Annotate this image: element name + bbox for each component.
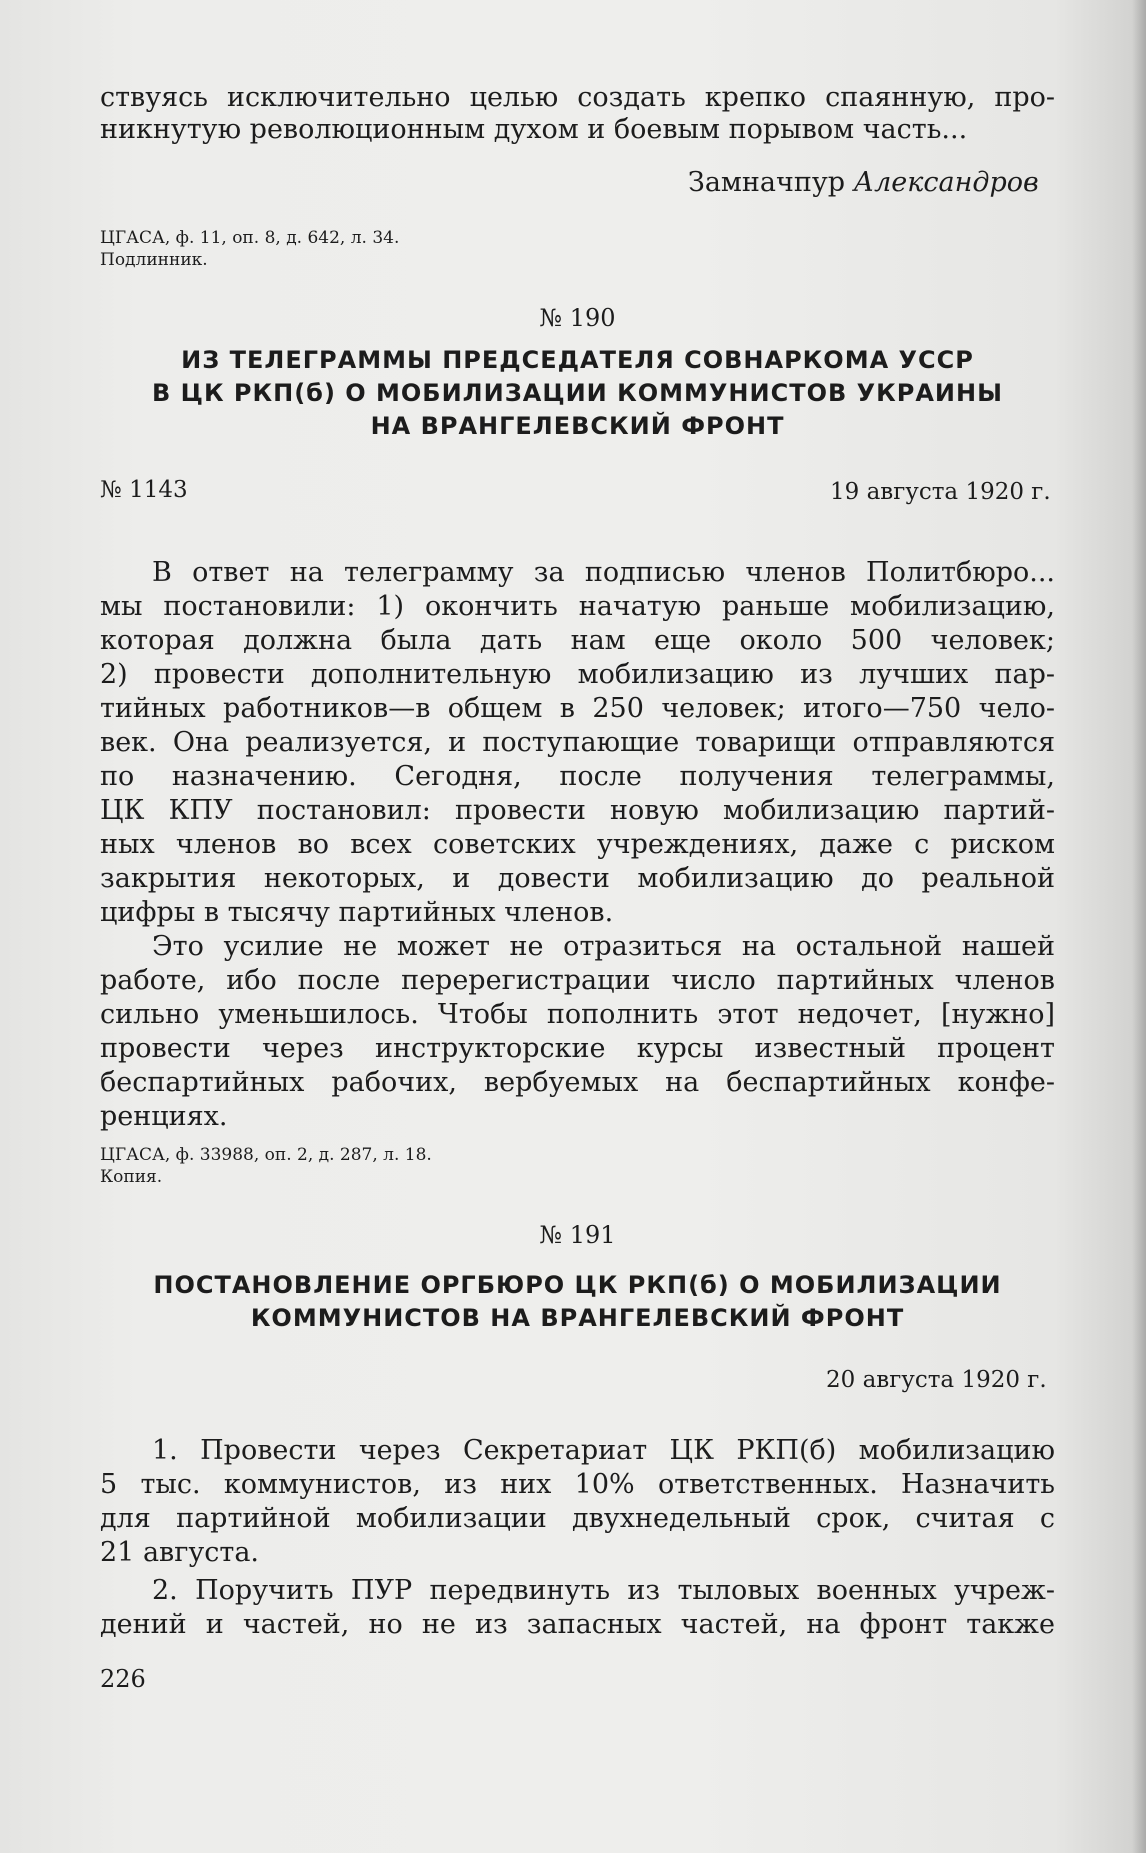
text-line: дений и частей, но не из запасных частей, на фронт также	[100, 1609, 1055, 1640]
text-line: никнутую революционным духом и боевым порывом часть...	[100, 114, 968, 145]
document-date: 19 августа 1920 г.	[830, 479, 1051, 505]
text-line: ЦК КПУ постановил: провести новую мобилизацию партий-	[100, 795, 1055, 826]
signature-role: Замначпур	[688, 167, 846, 198]
text-line: мы постановили: 1) окончить начатую раньше мобилизацию,	[100, 591, 1055, 622]
text-line: работе, ибо после перерегистрации число партийных членов	[100, 965, 1055, 996]
text-line: В ответ на телеграмму за подписью членов Политбюро...	[152, 557, 1055, 588]
reference-number: № 1143	[100, 477, 188, 503]
text-line: цифры в тысячу партийных членов.	[100, 897, 614, 928]
text-line: тийных работников—в общем в 250 человек; итого—750 чело-	[100, 693, 1055, 724]
document-title-line: В ЦК РКП(б) О МОБИЛИЗАЦИИ КОММУНИСТОВ УКРАИНЫ	[152, 379, 1003, 407]
text-line: беспартийных рабочих, вербуемых на беспартийных конфе-	[100, 1067, 1055, 1098]
text-line: для партийной мобилизации двухнедельный срок, считая с	[100, 1503, 1055, 1534]
signature	[688, 167, 1039, 199]
text-line: 1. Провести через Секретариат ЦК РКП(б) мобилизацию	[152, 1435, 1055, 1466]
document-date: 20 августа 1920 г.	[826, 1367, 1047, 1393]
text-line: 2. Поручить ПУР передвинуть из тыловых военных учреж-	[152, 1575, 1055, 1606]
text-line: которая должна была дать нам еще около 500 человек;	[100, 625, 1055, 656]
document-title-line: КОММУНИСТОВ НА ВРАНГЕЛЕВСКИЙ ФРОНТ	[250, 1304, 905, 1332]
document-number: № 190	[539, 304, 616, 332]
text-line: 2) провести дополнительную мобилизацию из лучших пар-	[100, 659, 1055, 690]
text-line: ствуясь исключительно целью создать крепко спаянную, про-	[100, 82, 1055, 113]
archive-source: ЦГАСА, ф. 33988, оп. 2, д. 287, л. 18.	[100, 1145, 432, 1165]
archive-source-type: Подлинник.	[100, 250, 208, 270]
text-line: ных членов во всех советских учреждениях, даже с риском	[100, 829, 1055, 860]
signature-name: Александров	[853, 167, 1039, 198]
archive-source: ЦГАСА, ф. 11, оп. 8, д. 642, л. 34.	[100, 228, 400, 248]
text-line: 5 тыс. коммунистов, из них 10% ответственных. Назначить	[100, 1469, 1055, 1500]
text-line: век. Она реализуется, и поступающие товарищи отправляются	[100, 727, 1055, 758]
document-title-line: НА ВРАНГЕЛЕВСКИЙ ФРОНТ	[370, 412, 785, 440]
text-line: Это усилие не может не отразиться на остальной нашей	[152, 931, 1055, 962]
archive-source-type: Копия.	[100, 1167, 163, 1187]
text-line: 21 августа.	[100, 1537, 260, 1568]
document-number: № 191	[539, 1221, 616, 1249]
page-edge-shadow	[1132, 0, 1146, 1853]
text-line: по назначению. Сегодня, после получения телеграммы,	[100, 761, 1055, 792]
page-number: 226	[100, 1665, 146, 1693]
text-line: сильно уменьшилось. Чтобы пополнить этот недочет, [нужно]	[100, 999, 1055, 1030]
text-line: закрытия некоторых, и довести мобилизацию до реальной	[100, 863, 1055, 894]
document-title-line: ИЗ ТЕЛЕГРАММЫ ПРЕДСЕДАТЕЛЯ СОВНАРКОМА УССР	[181, 346, 974, 374]
text-line: ренциях.	[100, 1101, 228, 1132]
text-line: провести через инструкторские курсы известный процент	[100, 1033, 1055, 1064]
document-title-line: ПОСТАНОВЛЕНИЕ ОРГБЮРО ЦК РКП(б) О МОБИЛИЗАЦИИ	[153, 1271, 1002, 1299]
